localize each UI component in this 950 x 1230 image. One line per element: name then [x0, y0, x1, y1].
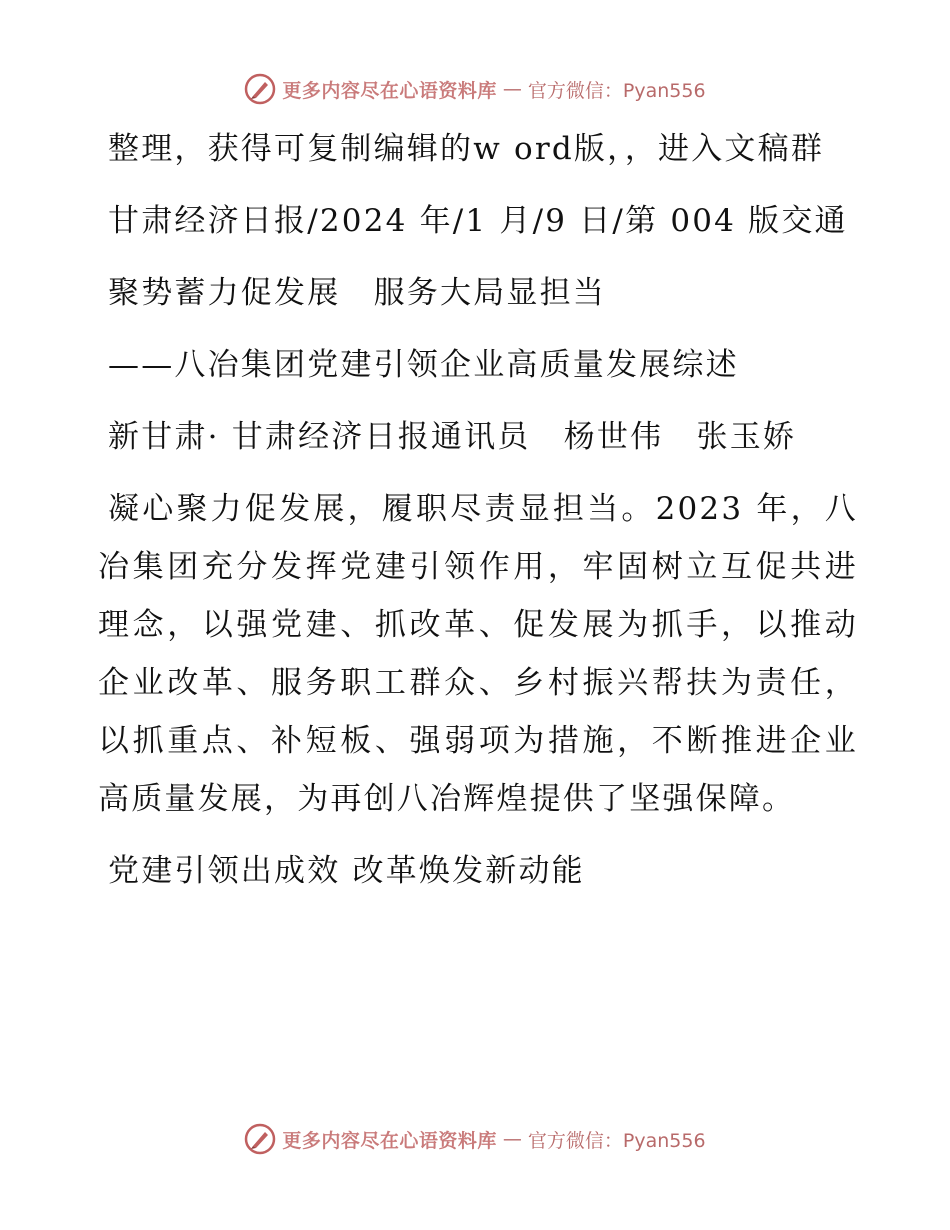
watermark-main-text: 更多内容尽在心语资料库 [282, 1129, 497, 1152]
intro-note: 整理，获得可复制编辑的w ord版，，进入文稿群 [108, 131, 825, 167]
header-watermark [0, 73, 950, 105]
article-subtitle: ——八冶集团党建引领企业高质量发展综述 [108, 347, 739, 383]
body-paragraph: 凝心聚力促发展，履职尽责显担当。2023 年，八冶集团充分发挥党建引领作用，牢固树立互促共进理念，以强党建、抓改革、促发展为抓手，以推动企业改革、服务职工群众、乡村振兴帮扶为责任，以抓重点、补短板、强弱项为措施，不断推进企业高质量发展，为再创八冶辉煌提供了坚强保障。 [98, 491, 858, 817]
watermark-sub-text: 官方微信：Pyan556 [527, 1129, 706, 1152]
watermark-sub-text: 官方微信：Pyan556 [527, 79, 706, 102]
document-body [98, 120, 858, 914]
byline: 新甘肃· 甘肃经济日报通讯员 杨世伟 张玉娇 [108, 419, 797, 455]
quill-logo-icon [244, 73, 276, 105]
article-title: 聚势蓄力促发展 服务大局显担当 [108, 275, 606, 311]
source-line: 甘肃经济日报/2024 年/1 月/9 日/第 004 版交通 [108, 203, 848, 239]
watermark-separator: — [502, 1128, 522, 1150]
quill-logo-icon [244, 1123, 276, 1155]
watermark-separator: — [502, 78, 522, 100]
section-heading: 党建引领出成效 改革焕发新动能 [108, 853, 585, 889]
watermark-main-text: 更多内容尽在心语资料库 [282, 79, 497, 102]
footer-watermark [0, 1123, 950, 1155]
